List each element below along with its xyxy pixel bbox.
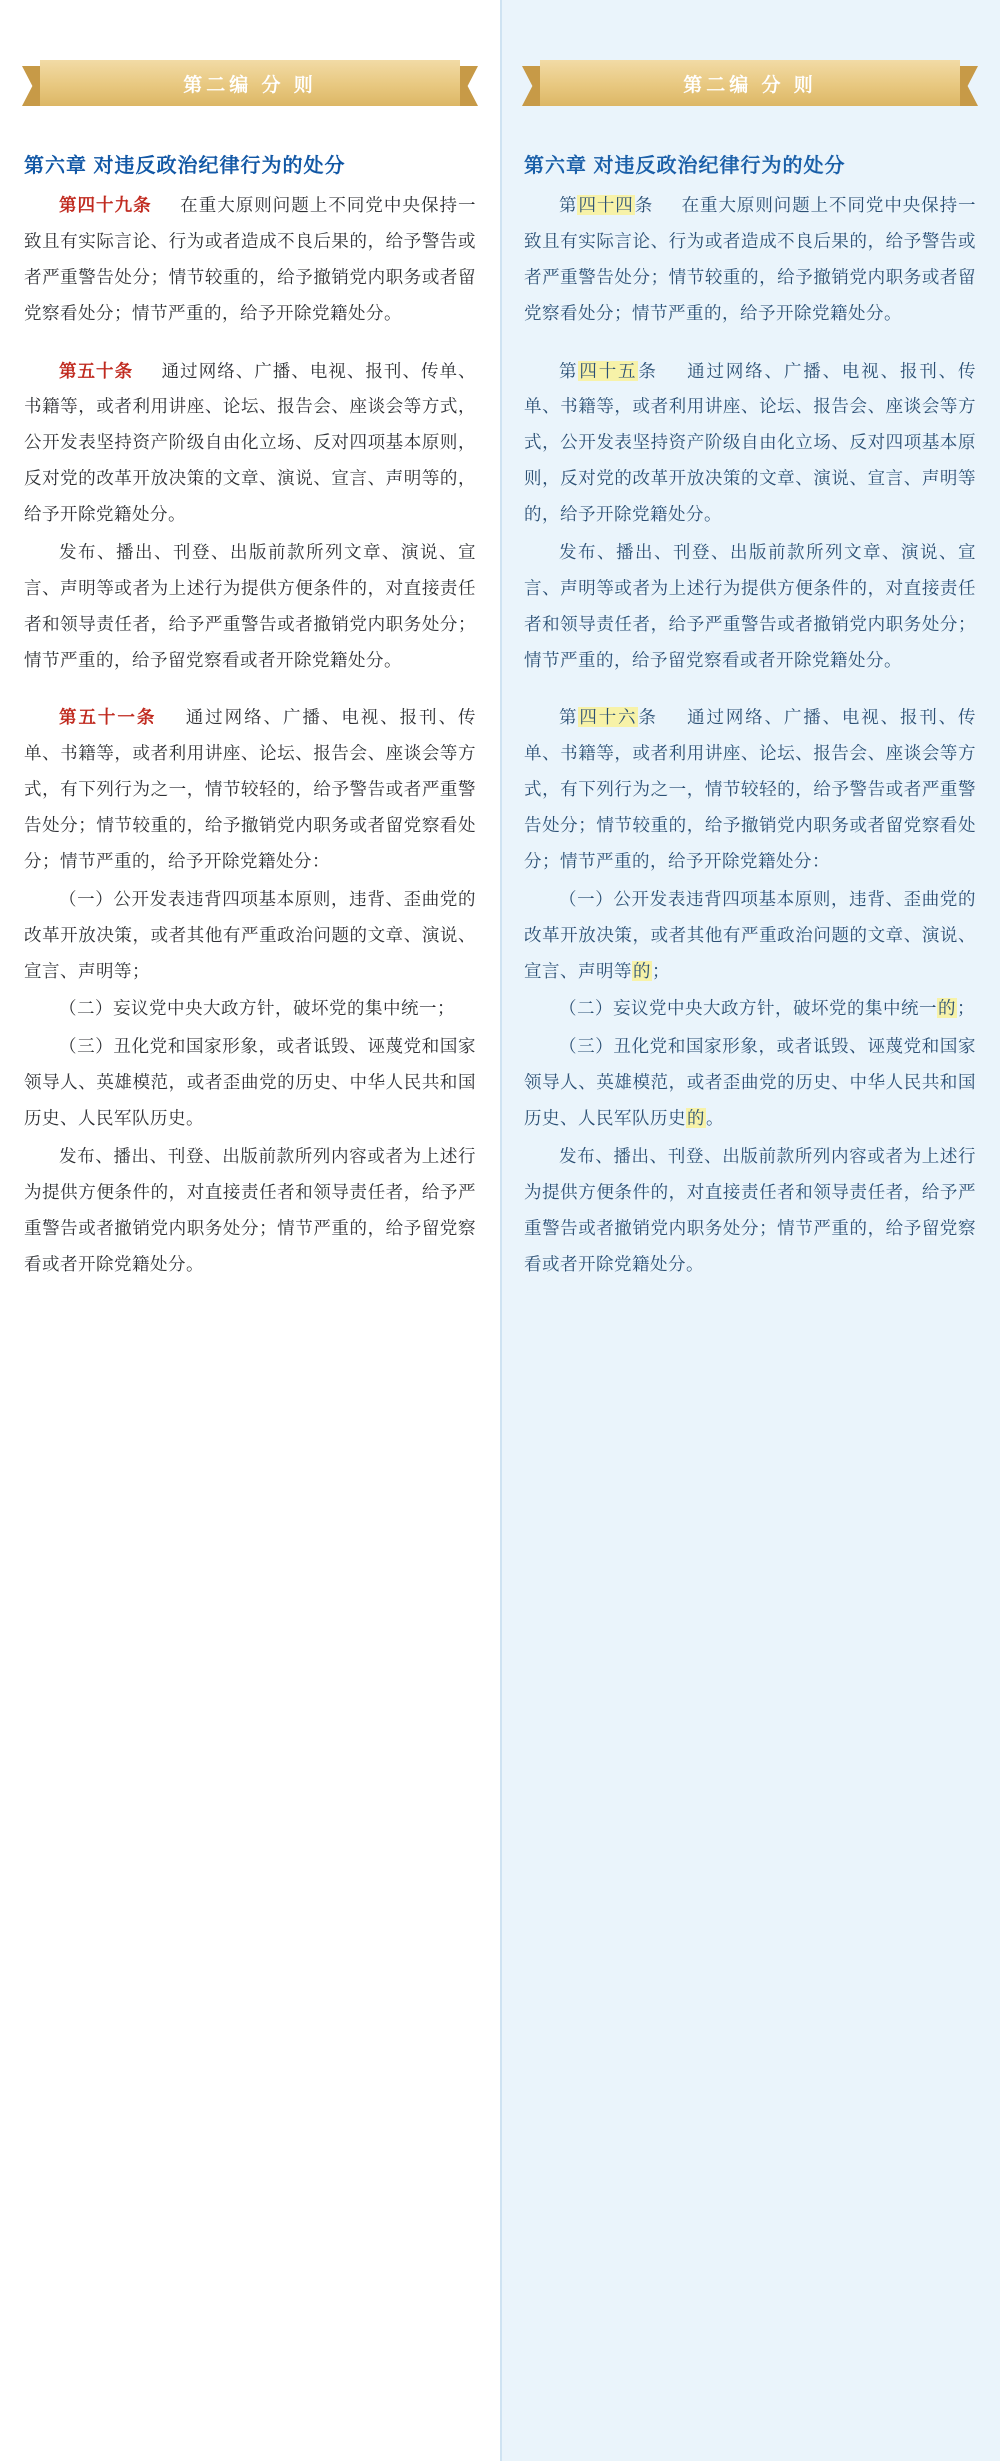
column-divider [500,0,502,2461]
paragraph-art45 [524,354,976,533]
article-number-46-core: 四十六 [579,707,638,728]
article-number-44-core: 四十四 [578,195,634,215]
article-51-clause2-text: 发布、播出、刊登、出版前款所列内容或者为上述行为提供方便条件的，对直接责任者和领导责任者，给予严重警告或者撤销党内职务处分；情节严重的，给予留党察看或者开除党籍处分。 [24,1145,476,1274]
paragraph-art50 [24,354,476,533]
paragraph-art49 [24,188,476,332]
article-number-49-core: 四十九 [77,195,134,215]
article-number-44-prefix: 第 [559,195,578,215]
article-44-text: 在重大原则问题上不同党中央保持一致且有实际言论、行为或者造成不良后果的，给予警告或者严重警告处分；情节较重的，给予撤销党内职务或者留党察看处分；情节严重的，给予开除党籍处分。 [524,195,977,323]
article-45-text: 通过网络、广播、电视、报刊、传单、书籍等，或者利用讲座、论坛、报告会、座谈会等方式，公开发表坚持资产阶级自由化立场、反对四项基本原则，反对党的改革开放决策的文章、演说、宣言、声明等的，给予开除党籍处分。 [524,360,977,524]
article-46-item1-tail: ； [652,960,670,981]
paragraph-art51-item3 [24,1029,476,1137]
paragraph-art46-clause2 [524,1139,976,1283]
paragraph-art51-item1 [24,882,476,990]
paragraph-art50-2 [24,535,476,679]
body-left [24,188,476,1282]
ribbon-body-right [540,60,960,106]
ribbon-left [22,60,478,106]
paragraph-art46-item1 [524,882,976,990]
article-number-45-suffix: 条 [638,360,658,381]
paragraph-art51 [24,700,476,879]
banner-left [0,28,500,138]
article-46-item2-tail: ； [957,998,975,1019]
paragraph-art46-item3 [524,1029,976,1137]
article-51-item3-text: （三）丑化党和国家形象，或者诋毁、诬蔑党和国家领导人、英雄模范，或者歪曲党的历史、中华人民共和国历史、人民军队历史。 [24,1036,476,1128]
paragraph-art51-clause2 [24,1139,476,1283]
article-51-text: 通过网络、广播、电视、报刊、传单、书籍等，或者利用讲座、论坛、报告会、座谈会等方式，有下列行为之一，情节较轻的，给予警告或者严重警告处分；情节较重的，给予撤销党内职务或者留党察看处分；情节严重的，给予开除党籍处分： [24,707,477,871]
article-46-clause2-text: 发布、播出、刊登、出版前款所列内容或者为上述行为提供方便条件的，对直接责任者和领导责任者，给予严重警告或者撤销党内职务处分；情节严重的，给予留党察看或者开除党籍处分。 [524,1145,976,1274]
article-number-51-core: 五十一 [78,707,137,728]
banner-label-right: 第二编 分 则 [683,74,817,96]
chapter-title-right: 第六章 对违反政治纪律行为的处分 [524,155,846,177]
chapter-title-left: 第六章 对违反政治纪律行为的处分 [24,155,346,177]
ribbon-body-left [40,60,460,106]
paragraph-art46 [524,700,976,879]
article-number-46-prefix: 第 [559,707,579,728]
article-number-51-suffix: 条 [136,707,157,728]
ribbon-right [522,60,978,106]
banner-label-left: 第二编 分 则 [183,74,317,96]
article-number-45-core: 四十五 [579,360,638,381]
article-46-item2-text: （二）妄议党中央大政方针，破坏党的集中统一 [559,998,937,1019]
article-number-44-suffix: 条 [634,195,654,215]
article-49-text: 在重大原则问题上不同党中央保持一致且有实际言论、行为或者造成不良后果的，给予警告或者严重警告处分；情节较重的，给予撤销党内职务或者留党察看处分；情节严重的，给予开除党籍处分。 [24,195,477,323]
article-number-49-suffix: 条 [133,195,152,215]
article-number-50-prefix: 第 [59,360,78,381]
article-number-49-prefix: 第 [59,195,78,215]
article-number-46-suffix: 条 [638,707,658,728]
article-46-text: 通过网络、广播、电视、报刊、传单、书籍等，或者利用讲座、论坛、报告会、座谈会等方式，有下列行为之一，情节较轻的，给予警告或者严重警告处分；情节较重的，给予撤销党内职务或者留党察看处分；情节严重的，给予开除党籍处分： [524,707,977,871]
article-45-clause2-text: 发布、播出、刊登、出版前款所列文章、演说、宣言、声明等或者为上述行为提供方便条件的，对直接责任者和领导责任者，给予严重警告或者撤销党内职务处分；情节严重的，给予留党察看或者开除党籍处分。 [524,541,976,670]
paragraph-art44 [524,188,976,332]
article-number-50-core: 五十 [77,360,115,381]
article-number-51-prefix: 第 [59,707,79,728]
article-46-item3-text: （三）丑化党和国家形象，或者诋毁、诬蔑党和国家领导人、英雄模范，或者歪曲党的历史、中华人民共和国历史、人民军队历史 [524,1036,976,1128]
paragraph-art46-item2 [524,991,976,1027]
article-46-item3-highlight: 的 [687,1108,705,1128]
column-right [500,0,1000,2461]
article-46-item1-highlight: 的 [633,960,651,981]
article-number-45-prefix: 第 [559,360,579,381]
banner-right [500,28,1000,138]
article-46-item2-highlight: 的 [938,998,956,1019]
article-46-item1-text: （一）公开发表违背四项基本原则，违背、歪曲党的改革开放决策，或者其他有严重政治问题的文章、演说、宣言、声明等 [524,888,976,981]
article-50-clause2-text: 发布、播出、刊登、出版前款所列文章、演说、宣言、声明等或者为上述行为提供方便条件的，对直接责任者和领导责任者，给予严重警告或者撤销党内职务处分；情节严重的，给予留党察看或者开除党籍处分。 [24,541,476,670]
paragraph-art45-2 [524,535,976,679]
article-number-50-suffix: 条 [114,360,134,381]
article-46-item3-tail: 。 [706,1108,724,1128]
body-right [524,188,976,1282]
article-51-item2-text: （二）妄议党中央大政方针，破坏党的集中统一； [59,998,455,1019]
paragraph-art51-item2 [24,991,476,1027]
article-51-item1-text: （一）公开发表违背四项基本原则，违背、歪曲党的改革开放决策，或者其他有严重政治问题的文章、演说、宣言、声明等； [24,888,476,981]
article-50-text: 通过网络、广播、电视、报刊、传单、书籍等，或者利用讲座、论坛、报告会、座谈会等方式，公开发表坚持资产阶级自由化立场、反对四项基本原则，反对党的改革开放决策的文章、演说、宣言、声明等的，给予开除党籍处分。 [24,360,477,524]
